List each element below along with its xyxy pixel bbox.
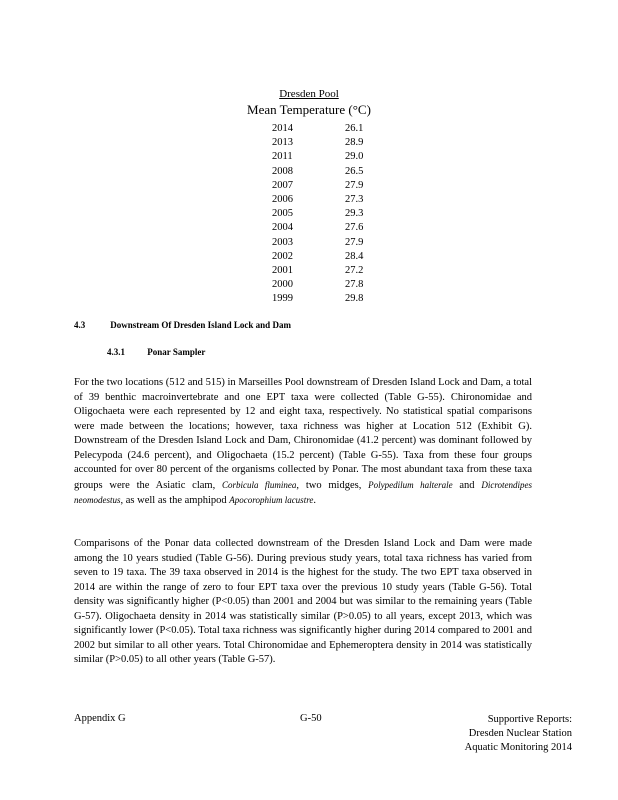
year-cell: 2007 (272, 179, 293, 191)
section-title: Ponar Sampler (147, 347, 206, 357)
temperature-cell: 27.2 (345, 265, 364, 277)
species-name: Corbicula fluminea (222, 479, 297, 490)
year-cell: 1999 (272, 293, 293, 305)
table-row (262, 236, 363, 250)
year-cell: 2014 (272, 123, 293, 134)
temperature-cell: 27.9 (345, 236, 364, 248)
year-cell: 2005 (272, 208, 293, 220)
section-title: Downstream Of Dresden Island Lock and Dam (110, 320, 291, 330)
temperature-cell: 26.5 (345, 165, 364, 177)
temperature-cell: 27.3 (345, 194, 364, 206)
table-row (262, 264, 363, 278)
temperature-table (262, 122, 363, 307)
footer-appendix: Appendix G (74, 713, 126, 724)
table-row (262, 150, 363, 164)
table-row (262, 292, 363, 306)
table-caption-subtitle: Mean Temperature (°C) (247, 102, 371, 117)
section-number: 4.3.1 (107, 347, 125, 357)
temperature-cell: 28.9 (345, 137, 364, 149)
year-cell: 2011 (272, 151, 293, 163)
table-row (262, 193, 363, 207)
year-cell: 2003 (272, 236, 293, 248)
temperature-cell: 28.4 (345, 250, 364, 262)
footer-page-number: G-50 (300, 713, 322, 724)
paragraph-2: Comparisons of the Ponar data collected downstream of the Dresden Island Lock and Dam were made among the 10 years studied (Table G-56). During previous study years, total taxa richness has varied from seven to 19 taxa. The 39 taxa observed in 2014 is the highest for the study. The two EPT taxa observed in 2014 are within the range of zero to four EPT taxa over the previous 10 study years (Table G-56). Total density was significantly higher (P<0.05) than 2001 and 2004 but was similar to the remaining years (Table G-57). Oligochaeta density in 2014 was statistically similar (P>0.05) to all years, except 2013, which was significantly lower (P<0.05). Total taxa richness was significantly higher during 2014 compared to 2001 and 2002 but similar to all other years. Total Chironomidae and Ephemeroptera density in 2014 was statistically similar (P>0.05) to all other years (Table G-57). (74, 538, 532, 665)
temperature-cell: 27.9 (345, 179, 364, 191)
temperature-cell: 27.8 (345, 279, 364, 291)
year-cell: 2001 (272, 265, 293, 277)
table-row (262, 221, 363, 235)
year-cell: 2000 (272, 279, 293, 291)
year-cell: 2004 (272, 222, 293, 234)
section-number: 4.3 (74, 320, 86, 330)
table-row (262, 278, 363, 292)
footer-line: Dresden Nuclear Station (468, 728, 572, 739)
footer-report-info (465, 713, 572, 755)
table-row (262, 136, 363, 150)
species-name: Apocorophium lacustre (229, 495, 314, 505)
species-name: Dicrotendipes neomodestus (74, 479, 532, 505)
year-cell: 2006 (272, 194, 293, 206)
temperature-cell: 27.6 (345, 222, 364, 234)
year-cell: 2008 (272, 165, 293, 177)
species-name: Polypedilum halterale (368, 479, 453, 490)
table-row (262, 165, 363, 179)
section-heading-4-3-1 (107, 347, 205, 357)
temperature-cell: 29.8 (345, 293, 364, 305)
temperature-cell: 29.0 (345, 151, 364, 163)
year-cell: 2013 (272, 137, 293, 149)
table-row (262, 179, 363, 193)
table-row (262, 250, 363, 264)
section-heading-4-3 (74, 320, 291, 330)
temperature-cell: 29.3 (345, 208, 364, 220)
footer-line: Aquatic Monitoring 2014 (464, 742, 572, 753)
table-caption-title: Dresden Pool (279, 88, 339, 100)
temperature-cell: 26.1 (345, 123, 364, 134)
footer-line: Supportive Reports: (487, 714, 572, 725)
paragraph-1: For the two locations (512 and 515) in Marseilles Pool downstream of Dresden Island Lock and Dam, a total of 39 benthic macroinvertebrate and one EPT taxa were collected (Table G-55). Chironomidae and Oligochaeta were each represented by 12 and eight taxa, respectively. No statistical spatial comparisons were made between the locations; however, taxa richness was higher at Location 512 (Exhibit G). Downstream of the Dresden Island Lock and Dam, Chironomidae (41.2 percent) was dominant followed by Pelecypoda (24.6 percent), and Oligochaeta (15.2 percent) (Table G-55). Taxa from these four groups accounted for over 80 percent of the organisms collected by Ponar. The most abundant taxa from these taxa groups were the Asiatic clam, Corbicula fluminea, two midges, Polypedilum halterale and Dicrotendipes neomodestus, as well as the amphipod Apocorophium lacustre. (74, 377, 532, 506)
year-cell: 2002 (272, 250, 293, 262)
table-row (262, 122, 363, 136)
table-row (262, 207, 363, 221)
